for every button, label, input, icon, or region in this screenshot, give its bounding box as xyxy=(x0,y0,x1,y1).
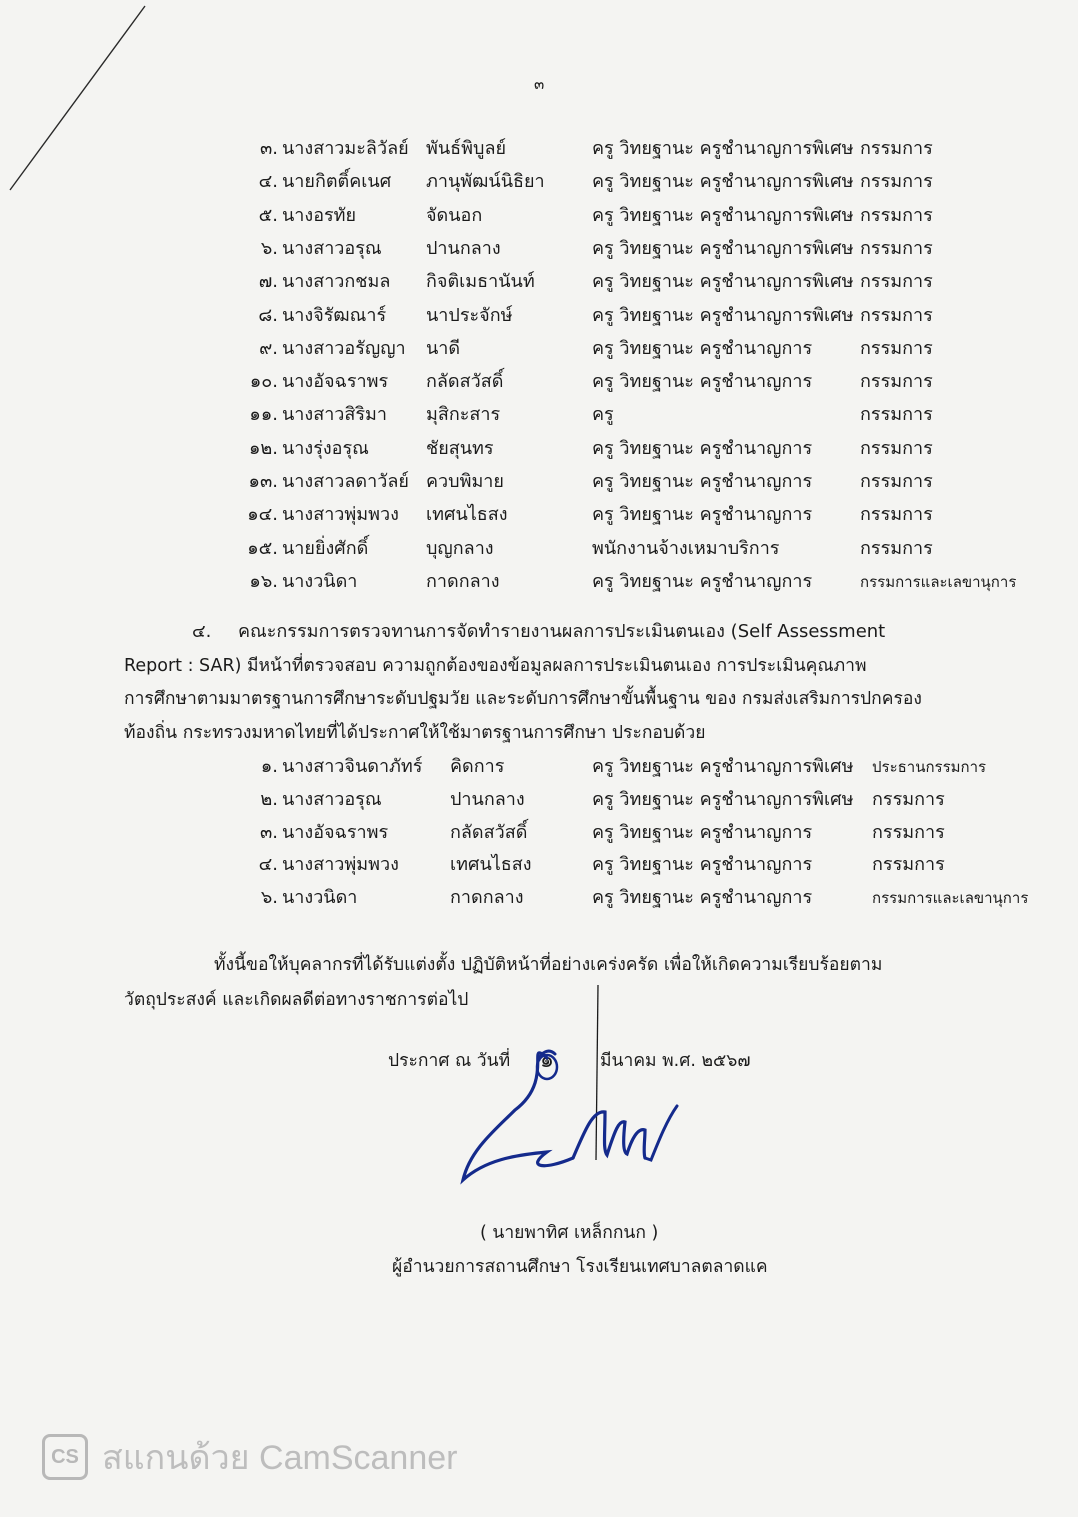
member-position: ครู วิทยฐานะ ครูชำนาญการ xyxy=(592,887,813,909)
member-surname: กิจติเมธานันท์ xyxy=(426,271,535,293)
member-num: ๖. xyxy=(260,887,278,909)
committee-row xyxy=(0,568,1078,596)
member-name: นางจิรัฒณาร์ xyxy=(282,304,387,326)
section-heading: คณะกรรมการตรวจทานการจัดทำรายงานผลการประเมินตนเอง (Self Assessment xyxy=(238,621,886,642)
date-day: ๑ xyxy=(540,1048,554,1073)
member-name: นายกิตติ์คเนศ xyxy=(282,171,392,193)
camscanner-watermark xyxy=(42,1430,457,1484)
camscanner-logo-icon: CS xyxy=(42,1434,88,1480)
member-position: ครู วิทยฐานะ ครูชำนาญการพิเศษ xyxy=(592,756,854,777)
committee-row xyxy=(0,368,1078,396)
section-paragraph-line: การศึกษาตามมาตรฐานการศึกษาระดับปฐมวัย และระดับการศึกษาขั้นพื้นฐาน ของ กรมส่งเสริมการปกครอง xyxy=(124,689,922,709)
committee-row xyxy=(0,235,1078,263)
member-surname: บุญกลาง xyxy=(426,537,494,559)
watermark-text: สแกนด้วย CamScanner xyxy=(102,1439,458,1477)
member-position: ครู วิทยฐานะ ครูชำนาญการพิเศษ xyxy=(592,138,854,159)
member-position: ครู วิทยฐานะ ครูชำนาญการพิเศษ xyxy=(592,237,854,259)
handwritten-signature xyxy=(455,1040,695,1200)
member-num: ๔. xyxy=(258,171,278,193)
member-position: ครู วิทยฐานะ ครูชำนาญการพิเศษ xyxy=(592,204,854,226)
committee-row xyxy=(0,268,1078,296)
member-surname: กาดกลาง xyxy=(426,570,500,592)
section-paragraph-line: Report : SAR) มีหน้าที่ตรวจสอบ ความถูกต้องของข้อมูลผลการประเมินตนเอง การประเมินคุณภาพ xyxy=(124,656,867,676)
member-name: นางสาวพุ่มพวง xyxy=(282,504,399,526)
member-name: นางสาวสิริมา xyxy=(282,404,388,426)
member-surname: พันธ์พิบูลย์ xyxy=(426,138,507,159)
member-num: ๙. xyxy=(259,337,278,359)
section-paragraph-line: ท้องถิ่น กระทรวงมหาดไทยที่ได้ประกาศให้ใช้มาตรฐานการศึกษา ประกอบด้วย xyxy=(124,723,706,743)
member-num: ๖. xyxy=(260,237,278,259)
member-role: กรรมการและเลขานุการ xyxy=(860,572,1017,591)
committee-row xyxy=(0,168,1078,196)
member-name: นางสาวกชมล xyxy=(282,271,391,293)
member-num: ๑๓. xyxy=(248,471,278,492)
committee-row xyxy=(0,335,1078,363)
member-num: ๗. xyxy=(258,271,278,293)
committee-row xyxy=(0,302,1078,330)
committee-row xyxy=(0,501,1078,529)
member-role: กรรมการและเลขานุการ xyxy=(872,889,1029,908)
member-num: ๑๐. xyxy=(249,371,278,393)
page-number: ๓ xyxy=(534,75,545,93)
committee-row xyxy=(0,851,1078,879)
member-role: กรรมการ xyxy=(860,271,933,293)
member-surname: กลัดสวัสดิ์ xyxy=(450,821,528,843)
member-position: ครู วิทยฐานะ ครูชำนาญการพิเศษ xyxy=(592,271,854,293)
member-num: ๕. xyxy=(258,204,278,226)
member-name: นางวนิดา xyxy=(282,887,358,909)
member-num: ๔. xyxy=(258,854,278,876)
member-role: กรรมการ xyxy=(872,854,945,876)
member-surname: มุสิกะสาร xyxy=(426,404,501,426)
member-role: กรรมการ xyxy=(860,437,933,459)
member-position: ครู วิทยฐานะ ครูชำนาญการ xyxy=(592,821,813,843)
member-name: นายยิ่งศักดิ์ xyxy=(282,537,369,559)
member-num: ๑. xyxy=(260,756,278,777)
member-num: ๓. xyxy=(259,821,278,843)
member-role: กรรมการ xyxy=(860,371,933,393)
member-surname: นาดี xyxy=(426,337,461,359)
closing-line: วัตถุประสงค์ และเกิดผลดีต่อทางราชการต่อไป xyxy=(124,990,469,1010)
member-name: นางสาวมะลิวัลย์ xyxy=(282,138,409,159)
member-name: นางอัจฉราพร xyxy=(282,371,389,393)
member-num: ๘. xyxy=(258,304,278,326)
section-number: ๔. xyxy=(192,621,212,642)
member-position: พนักงานจ้างเหมาบริการ xyxy=(592,537,780,559)
member-position: ครู วิทยฐานะ ครูชำนาญการ xyxy=(592,854,813,876)
committee-row xyxy=(0,202,1078,230)
member-name: นางวนิดา xyxy=(282,570,358,592)
member-num: ๓. xyxy=(259,138,278,159)
member-num: ๑๑. xyxy=(249,404,278,426)
member-role: กรรมการ xyxy=(860,537,933,559)
date-prefix: ประกาศ ณ วันที่ xyxy=(388,1051,511,1071)
date-month-year: มีนาคม พ.ศ. ๒๕๖๗ xyxy=(600,1051,751,1071)
member-surname: เทศนไธสง xyxy=(450,854,532,876)
member-position: ครู วิทยฐานะ ครูชำนาญการ xyxy=(592,471,813,492)
member-role: กรรมการ xyxy=(860,138,933,159)
member-role: กรรมการ xyxy=(860,204,933,226)
closing-line: ทั้งนี้ขอให้บุคลากรที่ได้รับแต่งตั้ง ปฏิบัติหน้าที่อย่างเคร่งครัด เพื่อให้เกิดความเรียบร้อยตาม xyxy=(214,955,883,975)
member-role: กรรมการ xyxy=(860,504,933,526)
member-name: นางรุ่งอรุณ xyxy=(282,437,369,459)
committee-row xyxy=(0,535,1078,563)
member-surname: ควบพิมาย xyxy=(426,471,504,492)
member-role: กรรมการ xyxy=(860,237,933,259)
member-name: นางสาวอรุณ xyxy=(282,237,382,259)
member-role: ประธานกรรมการ xyxy=(872,758,987,776)
member-position: ครู วิทยฐานะ ครูชำนาญการ xyxy=(592,437,813,459)
member-surname: ปานกลาง xyxy=(426,237,501,259)
member-position: ครู วิทยฐานะ ครูชำนาญการ xyxy=(592,371,813,393)
member-role: กรรมการ xyxy=(860,404,933,426)
member-role: กรรมการ xyxy=(860,304,933,326)
committee-row xyxy=(0,401,1078,429)
member-position: ครู วิทยฐานะ ครูชำนาญการพิเศษ xyxy=(592,788,854,810)
member-name: นางสาวลดาวัลย์ xyxy=(282,471,409,492)
member-position: ครู วิทยฐานะ ครูชำนาญการ xyxy=(592,337,813,359)
member-role: กรรมการ xyxy=(860,337,933,359)
member-num: ๑๔. xyxy=(247,504,278,526)
member-name: นางสาวอรุณ xyxy=(282,788,382,810)
committee-row xyxy=(0,135,1078,163)
member-position: ครู วิทยฐานะ ครูชำนาญการพิเศษ xyxy=(592,171,854,193)
committee-row xyxy=(0,435,1078,463)
member-position: ครู วิทยฐานะ ครูชำนาญการพิเศษ xyxy=(592,304,854,326)
committee-row xyxy=(0,819,1078,847)
member-role: กรรมการ xyxy=(860,171,933,193)
member-surname: คิดการ xyxy=(450,756,505,777)
committee-row xyxy=(0,884,1078,912)
member-num: ๑๕. xyxy=(247,537,278,559)
signer-title: ผู้อำนวยการสถานศึกษา โรงเรียนเทศบาลตลาดแค xyxy=(392,1257,768,1277)
member-num: ๒. xyxy=(260,788,278,810)
member-name: นางอัจฉราพร xyxy=(282,821,389,843)
member-surname: กาดกลาง xyxy=(450,887,524,909)
committee-row xyxy=(0,753,1078,781)
member-surname: ปานกลาง xyxy=(450,788,525,810)
member-role: กรรมการ xyxy=(872,821,945,843)
member-role: กรรมการ xyxy=(860,471,933,492)
member-surname: ภานุพัฒน์นิธิยา xyxy=(426,171,545,193)
member-name: นางอรทัย xyxy=(282,204,357,226)
member-surname: ชัยสุนทร xyxy=(426,437,494,459)
member-position: ครู วิทยฐานะ ครูชำนาญการ xyxy=(592,504,813,526)
member-position: ครู xyxy=(592,404,614,426)
member-num: ๑๖. xyxy=(249,570,278,592)
member-name: นางสาวจินดาภัทร์ xyxy=(282,756,423,777)
committee-row xyxy=(0,786,1078,814)
member-name: นางสาวพุ่มพวง xyxy=(282,854,399,876)
member-surname: นาประจักษ์ xyxy=(426,304,513,326)
member-num: ๑๒. xyxy=(248,437,278,459)
member-name: นางสาวอรัญญา xyxy=(282,337,406,359)
member-surname: จัดนอก xyxy=(426,204,483,226)
committee-row xyxy=(0,468,1078,496)
signer-name: ( นายพาทิศ เหล็กกนก ) xyxy=(480,1223,659,1243)
member-role: กรรมการ xyxy=(872,788,945,810)
member-surname: กลัดสวัสดิ์ xyxy=(426,371,504,393)
member-position: ครู วิทยฐานะ ครูชำนาญการ xyxy=(592,570,813,592)
member-surname: เทศนไธสง xyxy=(426,504,508,526)
